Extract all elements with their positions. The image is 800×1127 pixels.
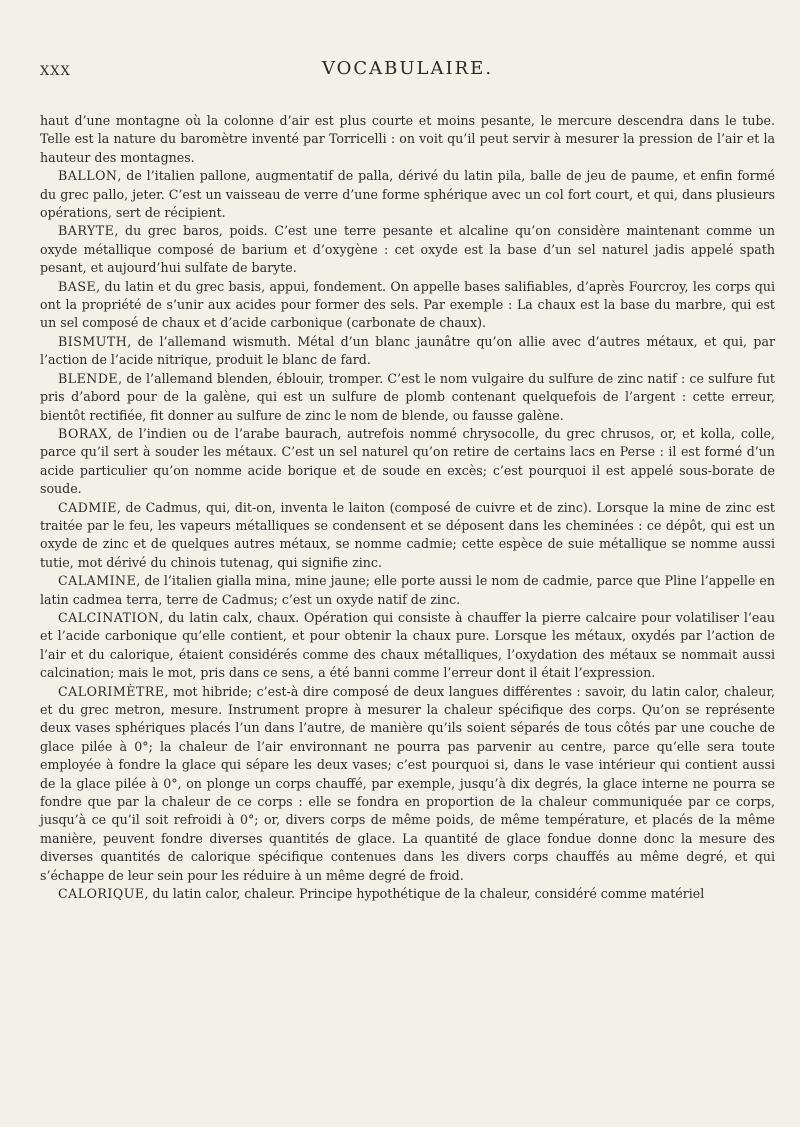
entry-ballon <box>40 167 775 222</box>
paragraph-continuation: haut d’une montagne où la colonne d’air est plus courte et moins pesante, le mercure descendra dans le tube. Telle est la nature du baromètre inventé par Torricelli : on voit qu’il peut servir à mesurer la pression de l’air et la hauteur des montagnes. <box>40 113 775 165</box>
entry-body: , de Cadmus, qui, dit-on, inventa le laiton (composé de cuivre et de zinc). Lorsque la mine de zinc est traitée par le feu, les vapeurs métalliques se condensent et se déposent dans les cheminées : ce dépôt, qui est un oxyde de zinc et de quelques autres métaux, se nomme cadmie; cette espèce de suie métallique se nomme aussi tutie, mot dérivé du chinois tutenag, qui signifie zinc. <box>40 499 775 570</box>
entry-term: BLENDE <box>58 370 119 386</box>
entry-term: CALAMINE <box>58 573 137 589</box>
entry-borax <box>40 425 775 499</box>
entry-term: BORAX <box>58 425 108 441</box>
entry-bismuth <box>40 333 775 370</box>
entry-body: , du latin calx, chaux. Opération qui consiste à chauffer la pierre calcaire pour volatiliser l’eau et l’acide carbonique qu’elle contient, et pour obtenir la chaux pure. Lorsque les métaux, oxydés par l’action de l’air et du calorique, étaient considérés comme des chaux métalliques, l’oxydation des métaux se nommait aussi calcination; mais le mot, pris dans ce sens, a été banni comme l’erreur dont il était l’expression. <box>40 609 775 681</box>
entry-term: BARYTE <box>58 223 115 239</box>
entry-term: CALORIQUE <box>58 886 145 902</box>
entry-term: CALCINATION <box>58 609 160 625</box>
entry-base <box>40 278 775 333</box>
entry-body: , de l’italien pallone, augmentatif de palla, dérivé du latin pila, balle de jeu de paume, et enfin formé du grec pallo, jeter. C’est un vaisseau de verre d’une forme sphérique avec un col fort court, et qui, dans plusieurs opérations, sert de récipient. <box>40 168 775 221</box>
entry-body: , de l’italien gialla mina, mine jaune; elle porte aussi le nom de cadmie, parce que Pline l’appelle en latin cadmea terra, terre de Cadmus; c’est un oxyde natif de zinc. <box>40 573 775 607</box>
entry-calcination <box>40 609 775 683</box>
entry-body: , du grec baros, poids. C’est une terre pesante et alcaline qu’on considère maintenant comme un oxyde métallique composé de barium et d’oxygène : cet oxyde est la base d’un sel naturel jadis appelé spath pesant, et aujourd’hui sulfate de baryte. <box>40 223 775 276</box>
entry-body: , du latin et du grec basis, appui, fondement. On appelle bases salifiables, d’après Fourcroy, les corps qui ont la propriété de s’unir aux acides pour former des sels. Par exemple : La chaux est la base du marbre, qui est un sel composé de chaux et d’acide carbonique (carbonate de chaux). <box>40 278 775 331</box>
entry-calamine <box>40 572 775 609</box>
entry-term: CADMIE <box>58 499 117 515</box>
entry-term: BALLON <box>58 168 118 184</box>
entry-body: , de l’indien ou de l’arabe baurach, autrefois nommé chrysocolle, du grec chrusos, or, et kolla, colle, parce qu’il sert à souder les métaux. C’est un sel naturel qu’on retire de certains lacs en Perse : il est formé d’un acide particulier qu’on nomme acide borique et de soude en excès; c’est pourquoi il est appelé sous-borate de soude. <box>40 425 775 497</box>
entry-term: BASE <box>58 278 97 294</box>
entry-term: BISMUTH <box>58 333 128 349</box>
entry-baryte <box>40 222 775 277</box>
entry-term: CALORIMÈTRE <box>58 683 165 699</box>
page-header <box>40 58 775 84</box>
entry-body: , de l’allemand blenden, éblouir, tromper. C’est le nom vulgaire du sulfure de zinc natif : ce sulfure fut pris d’abord pour de la galène, qui est un sulfure de plomb contenant quelquefois de l’argent : cette erreur, bientôt rectifiée, fit donner au sulfure de zinc le nom de blende, ou fausse galène. <box>40 370 775 423</box>
entry-body: , mot hibride; c’est-à dire composé de deux langues différentes : savoir, du latin calor, chaleur, et du grec metron, mesure. Instrument propre à mesurer la chaleur spécifique des corps. Qu’on se représente deux vases sphériques placés l’un dans l’autre, de manière qu’ils soient séparés de tous côtés par une couche de glace pilée à 0°; la chaleur de l’air environnant ne pourra pas parvenir au centre, parce qu’elle sera toute employée à fondre la glace qui sépare les deux vases; c’est pourquoi si, dans le vase intérieur qui contient aussi de la glace pilée à 0°, on plonge un corps chauffé, par exemple, jusqu’à dix degrés, la glace interne ne pourra se fondre que par la chaleur de ce corps : elle se fondra en proportion de la chaleur communiquée par ce corps, jusqu’à ce qu’il soit refroidi à 0°; or, divers corps de même poids, de même température, et placés de la même manière, peuvent fondre diverses quantités de glace. La quantité de glace fondue donne donc la mesure des diverses quantités de calorique spécifique contenues dans les divers corps chauffés au même degré, et qui s’échappe de leur sein pour les réduire à un même degré de froid. <box>40 683 775 883</box>
entry-body: , de l’allemand wismuth. Métal d’un blanc jaunâtre qu’on allie avec d’autres métaux, et qui, par l’action de l’acide nitrique, produit le blanc de fard. <box>40 333 775 368</box>
entry-calorimetre <box>40 683 775 885</box>
body-text <box>40 112 775 903</box>
entry-body: , du latin calor, chaleur. Principe hypothétique de la chaleur, considéré comme matériel <box>144 886 705 902</box>
running-title: VOCABULAIRE. <box>321 58 494 79</box>
entry-calorique <box>40 885 775 903</box>
page-number: XXX <box>40 64 71 79</box>
entry-cadmie <box>40 499 775 573</box>
entry-blende <box>40 370 775 425</box>
